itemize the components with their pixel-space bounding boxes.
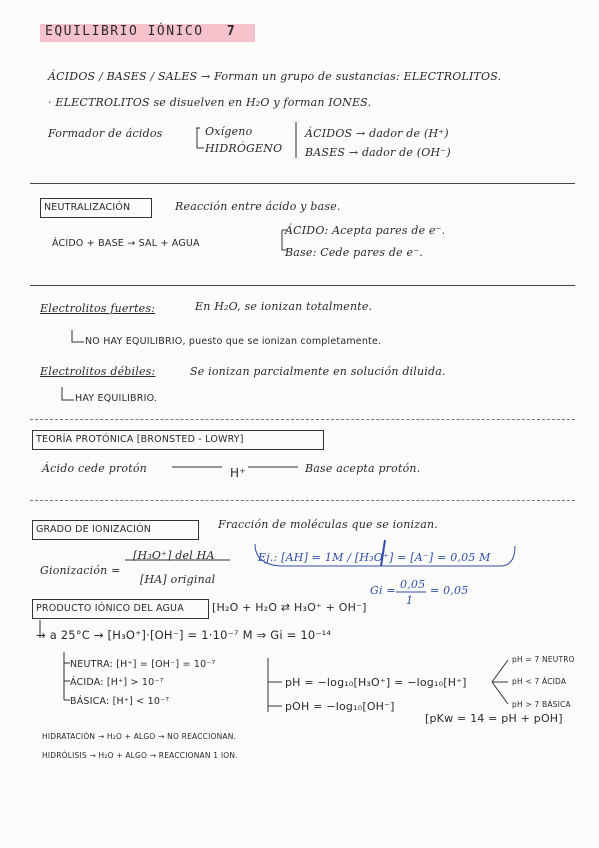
producto-temp: → a 25°C → [H₃O⁺]·[OH⁻] = 1·10⁻⁷ M ⇒ Gi = 10⁻¹⁴ [36,628,332,642]
intro-line2: · ELECTROLITOS se disuelven en H₂O y forman IONES. [48,96,372,109]
debiles-result: HAY EQUILIBRIO. [75,393,158,404]
fuertes-result: NO HAY EQUILIBRIO, puesto que se ionizan completamente. [85,336,382,347]
arrow-neutral-base [282,230,288,250]
bronsted-base: Base acepta protón. [305,462,421,475]
debiles-def: Se ionizan parcialmente en solución diluida. [190,365,446,378]
bases-def: BASES → dador de (OH⁻) [305,146,451,159]
oxigeno-text: Oxígeno [205,125,253,138]
neutralizacion-base: Base: Cede pares de e⁻. [285,246,423,259]
bronsted-hplus: H⁺ [230,466,246,480]
fuertes-def: En H₂O, se ionizan totalmente. [195,300,373,313]
gi-example-den: 1 [406,594,414,607]
arrow-fuertes [72,330,84,342]
neutralizacion-def: Reacción entre ácido y base. [175,200,341,213]
arrow-debiles [62,387,74,400]
hidratacion-line: HIDRATACIÓN → H₂O + ALGO → NO REACCIONAN. [42,732,237,741]
producto-reaction: [H₂O + H₂O ⇄ H₃O⁺ + OH⁻] [212,601,367,614]
bronsted-acid: Ácido cede protón [42,462,147,475]
gi-numerator: [H₃O⁺] del HA [133,549,215,562]
example-slash [381,540,385,566]
poh-formula: pOH = −log₁₀[OH⁻] [285,700,395,713]
gi-example-num: 0,05 [400,578,426,591]
debiles-label: Electrolitos débiles: [40,365,156,378]
hidrolisis-line: HIDRÓLISIS → H₂O + ALGO → REACCIONAN 1 ION. [42,751,238,760]
ph-basica: pH > 7 BÁSICA [512,700,571,709]
ionizacion-label: GRADO DE IONIZACIÓN [36,524,152,535]
gi-denominator: [HA] original [140,573,216,586]
fuertes-label: Electrolitos fuertes: [40,302,156,315]
arrow-branch-ticks [64,663,70,700]
acidos-def: ÁCIDOS → dador de (H⁺) [305,127,449,140]
ph-acida: pH < 7 ÁCIDA [512,677,567,686]
producto-label: PRODUCTO IÓNICO DEL AGUA [36,603,184,614]
neutralizacion-acido: ÁCIDO: Acepta pares de e⁻. [285,224,446,237]
acida-line: ÁCIDA: [H⁺] > 10⁻⁷ [70,677,164,688]
neutra-line: NEUTRA: [H⁺] = [OH⁻] = 10⁻⁷ [70,659,216,670]
intro-line1: ÁCIDOS / BASES / SALES → Forman un grupo de sustancias: ELECTROLITOS. [48,70,502,83]
page-title: EQUILIBRIO IÓNICO 7 [45,24,237,39]
gi-example-label: Gi = [370,584,396,597]
page-number: 7 [226,24,237,39]
ph-branches [492,660,508,704]
arrow-hidrogeno [197,128,204,148]
ph-formula: pH = −log₁₀[H₃O⁺] = −log₁₀[H⁺] [285,676,467,689]
ionizacion-def: Fracción de moléculas que se ionizan. [218,518,438,531]
basica-line: BÁSICA: [H⁺] < 10⁻⁷ [70,696,170,707]
neutralizacion-equation: ÁCIDO + BASE → SAL + AGUA [52,238,200,249]
example-brace [255,544,515,566]
gi-example-result: = 0,05 [430,584,469,597]
formador-label: Formador de ácidos [48,127,163,140]
pkw-formula: [pKw = 14 = pH + pOH] [425,712,563,725]
gi-label: Gionización = [40,564,121,577]
ionizacion-example: Ej.: [AH] = 1M / [H₃O⁺] = [A⁻] = 0,05 M [258,551,491,564]
neutralizacion-label: NEUTRALIZACIÓN [44,202,131,213]
ph-neutro: pH = 7 NEUTRO [512,655,575,664]
bronsted-label: TEORÍA PROTÓNICA [BRONSTED - LOWRY] [36,434,244,445]
ph-bracket-ticks [268,682,282,706]
hidrogeno-text: HIDRÓGENO [205,142,283,155]
